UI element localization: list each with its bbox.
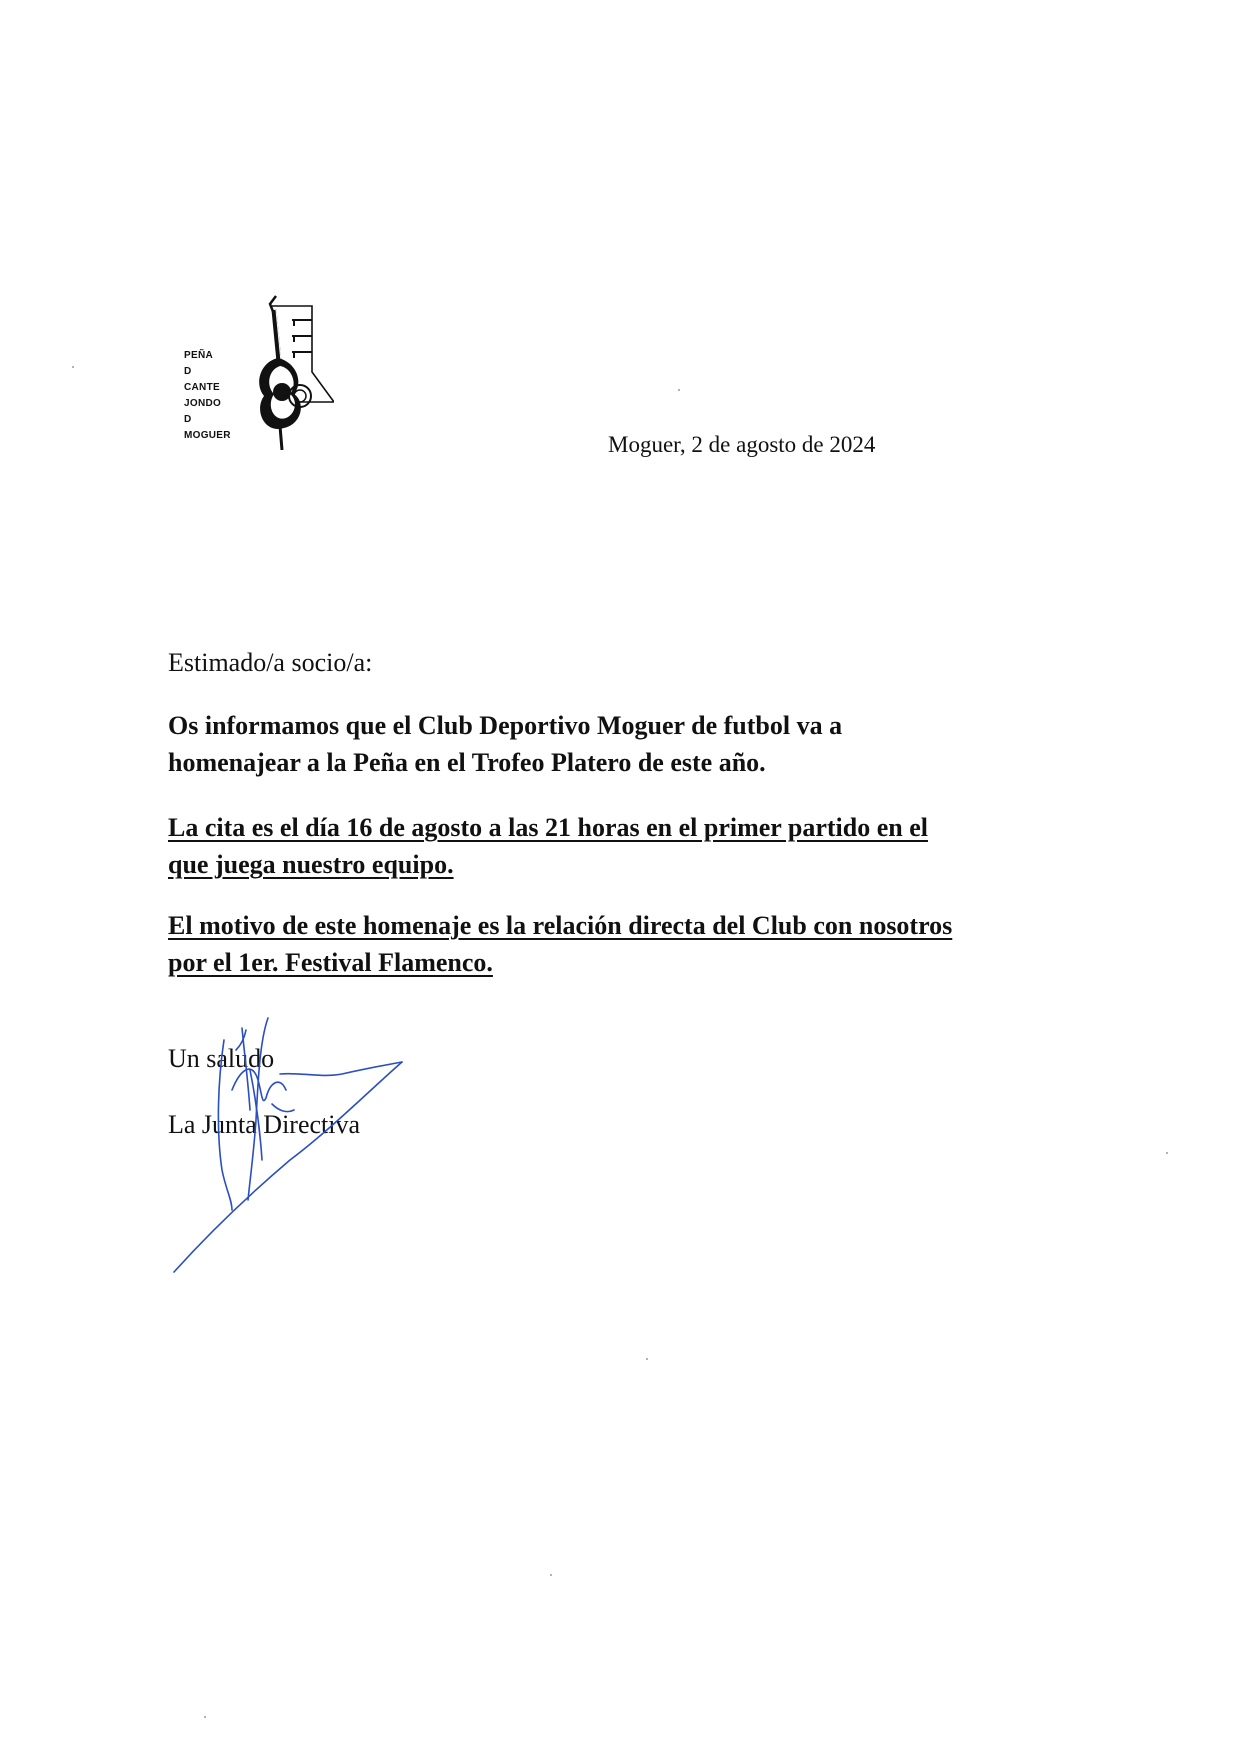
paragraph-line: homenajear a la Peña en el Trofeo Platero de este año. [168, 748, 766, 777]
scan-speck [550, 1574, 552, 1576]
logo-line: D [184, 414, 192, 425]
logo-line: CANTE [184, 382, 220, 393]
logo-text [184, 348, 231, 444]
paragraph-announcement [168, 707, 1068, 781]
closing-greeting: Un saludo [168, 1044, 275, 1073]
scan-speck [646, 1358, 648, 1360]
logo-line: PEÑA [184, 350, 213, 361]
pena-logo [184, 292, 334, 450]
scan-speck [72, 366, 74, 368]
scan-speck [678, 389, 680, 391]
logo-line: MOGUER [184, 430, 231, 441]
paragraph-line: por el 1er. Festival Flamenco. [168, 948, 493, 977]
paragraph-date-time [168, 809, 1068, 883]
letter-greeting: Estimado/a socio/a: [168, 648, 373, 677]
guitar-logo-icon [232, 292, 334, 450]
logo-line: JONDO [184, 398, 222, 409]
scan-speck [204, 1716, 206, 1718]
letter-date: Moguer, 2 de agosto de 2024 [608, 432, 876, 457]
scan-speck [1166, 1152, 1168, 1154]
paragraph-line: El motivo de este homenaje es la relación directa del Club con nosotros [168, 911, 953, 940]
signoff: La Junta Directiva [168, 1110, 361, 1139]
paragraph-line: que juega nuestro equipo. [168, 850, 454, 879]
paragraph-line: Os informamos que el Club Deportivo Moguer de futbol va a [168, 711, 843, 740]
paragraph-reason [168, 907, 1068, 981]
paragraph-line: La cita es el día 16 de agosto a las 21 horas en el primer partido en el [168, 813, 928, 842]
logo-line: D [184, 366, 192, 377]
